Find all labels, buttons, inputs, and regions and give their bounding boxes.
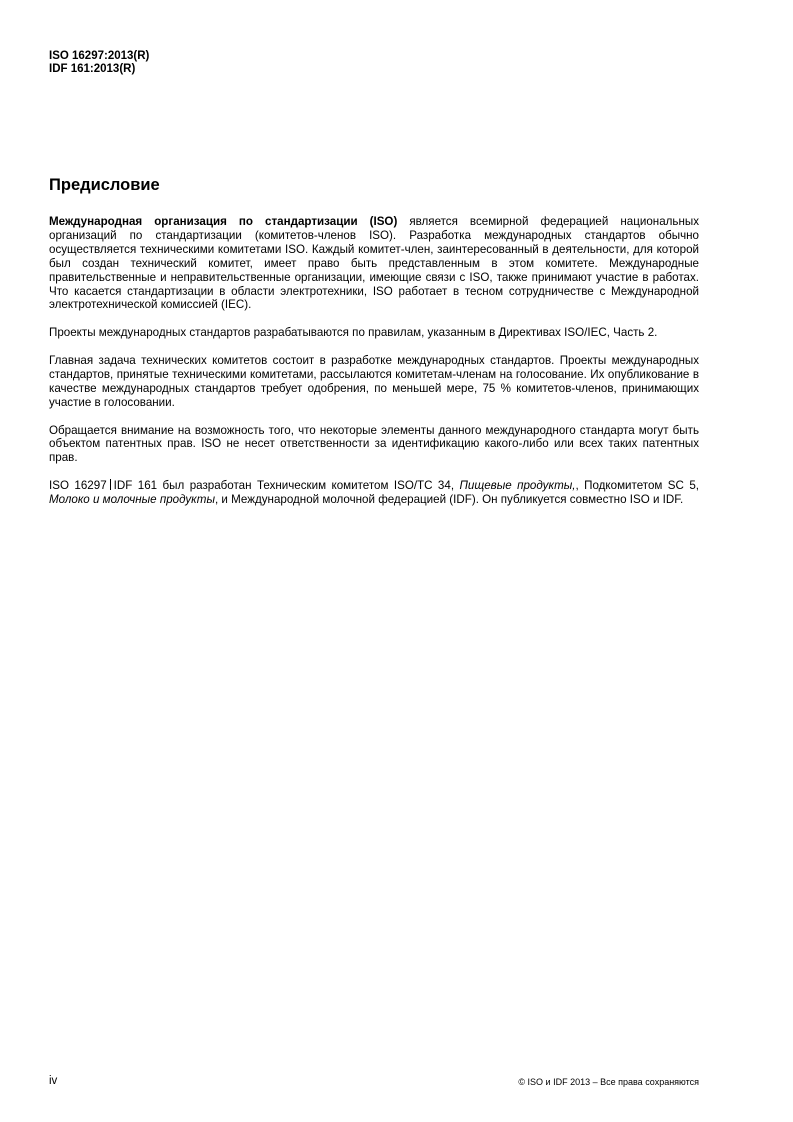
- paragraph-3: Главная задача технических комитетов состоит в разработке международных стандартов. Проекты международных стандартов, принятые техническими комитетами, рассылаются комитетам-членам на голосование. Их опубликование в качестве международных стандартов требует одобрения, по меньшей мере, 75 % комитетов-членов, принимающих участие в голосовании.: [49, 354, 699, 409]
- paragraph-1-bold-lead: Международная организация по стандартизации (ISO): [49, 215, 398, 228]
- paragraph-1-text: является всемирной федерацией национальных организаций по стандартизации (комитетов-членов ISO). Разработка международных стандартов обычно осуществляется техническими комитетами ISO. Каждый комитет-член, заинтересованный в деятельности, для которой был создан технический комитет, имеет право быть представленным в этом комитете. Международные правительственные и неправительственные организации, имеющие связи с ISO, также принимают участие в работах. Что касается стандартизации в области электротехники, ISO работает в тесном сотрудничестве с Международной электротехнической комиссией (IEC).: [49, 215, 699, 312]
- document-identifier: [49, 50, 149, 76]
- paragraph-5: [49, 479, 699, 507]
- paragraph-5-text-a: был разработан Техническим комитетом ISO/TC 34,: [157, 479, 460, 493]
- iso-standard-id: ISO 16297:2013(R): [49, 50, 150, 62]
- paragraph-5-italic-2: Молоко и молочные продукты: [49, 493, 215, 507]
- idf-standard-id: IDF 161:2013(R): [49, 63, 136, 75]
- page-number: iv: [49, 1075, 58, 1087]
- copyright-notice: © ISO и IDF 2013 – Все права сохраняются: [518, 1077, 699, 1087]
- paragraph-1: [49, 215, 699, 312]
- separator-bar: [110, 479, 111, 490]
- idf-number: IDF 161: [113, 479, 158, 493]
- section-title: Предисловие: [49, 176, 160, 194]
- iso-number: ISO 16297: [49, 479, 107, 493]
- foreword-body: [49, 215, 699, 507]
- paragraph-5-text-c: , и Международной молочной федерацией (IDF). Он публикуется совместно ISO и IDF.: [214, 493, 684, 507]
- paragraph-5-text-b: , Подкомитетом SC 5,: [575, 479, 699, 493]
- paragraph-4: Обращается внимание на возможность того, что некоторые элементы данного международного стандарта могут быть объектом патентных прав. ISO не несет ответственности за идентификацию какого-либо или всех таких патентных прав.: [49, 423, 699, 465]
- paragraph-5-italic-1: Пищевые продукты,: [459, 479, 576, 493]
- paragraph-2: Проекты международных стандартов разрабатываются по правилам, указанным в Директивах ISO/IEC, Часть 2.: [49, 326, 658, 340]
